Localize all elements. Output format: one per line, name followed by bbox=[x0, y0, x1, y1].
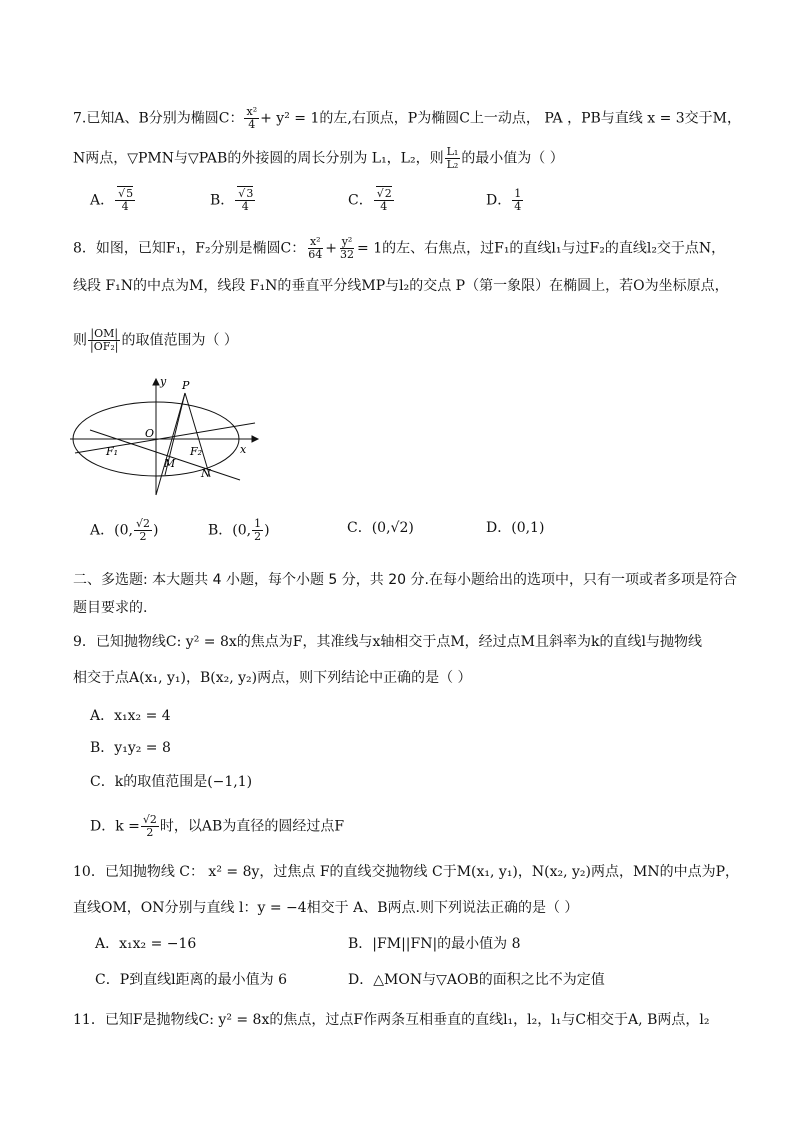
q8-option-b[interactable]: B．(0, $\frac{1}{2}$ ) bbox=[208, 517, 270, 543]
q8-line1: 8．如图，已知F₁，F₂分别是椭圆C： $\frac{\text{x²}}{64}$ + $\frac{\text{y²}}{32}$ = 1的左、右焦点，过F₁的直线l₁与过F₂的直线l₂交于点N， bbox=[73, 235, 726, 261]
q10-option-c[interactable]: C．P到直线l距离的最小值为 6 bbox=[95, 972, 287, 988]
y-axis-arrow bbox=[153, 379, 159, 385]
section2-title: 二、多选题: 本大题共 4 小题，每个小题 5 分，共 20 分.在每小题给出的选项中，只有一项或者多项是符合 bbox=[73, 572, 737, 588]
q10-line2: 直线OM，ON分别与直线 l：y = −4相交于 A、B两点.则下列说法正确的是（ ） bbox=[73, 900, 579, 916]
q7-option-d[interactable]: D． $\frac{1}{4}$ bbox=[486, 187, 522, 213]
q7-ratio-fraction: $\frac{\text{L₁}}{\text{L₂}}$ bbox=[446, 145, 459, 171]
q7-number: 7. bbox=[73, 110, 87, 127]
q9-line2: 相交于点A(x₁, y₁)，B(x₂, y₂)两点，则下列结论中正确的是（ ） bbox=[73, 670, 472, 686]
label-f2: F₂ bbox=[190, 445, 203, 458]
q11-line1: 11．已知F是抛物线C: y² = 8x的焦点，过点F作两条互相垂直的直线l₁，l₂，l₁与C相交于A, B两点，l₂ bbox=[73, 1012, 710, 1028]
q8-line3: 则 $\frac{|OM|}{\text{|OF₂|}}$ 的取值范围为（ ） bbox=[73, 327, 238, 353]
q8-ellipse-figure bbox=[70, 375, 260, 500]
section2-title-cont: 题目要求的. bbox=[73, 600, 148, 616]
q7-text-b: + y² = 1的左,右顶点，P为椭圆C上一动点， PA ，PB与直线 x = 3交于M， bbox=[260, 110, 742, 127]
q10-option-b[interactable]: B．|FM||FN|的最小值为 8 bbox=[348, 936, 521, 952]
q7-option-b[interactable]: B． √ $\frac{3}{4}$ bbox=[210, 188, 256, 213]
q8-option-c[interactable]: C．(0,√2) bbox=[347, 520, 414, 536]
q8-text-a: 8．如图，已知F₁，F₂分别是椭圆C： bbox=[73, 240, 306, 257]
q8-line2: 线段 F₁N的中点为M，线段 F₁N的垂直平分线MP与l₂的交点 P（第一象限）在椭圆上，若O为坐标原点， bbox=[73, 278, 729, 294]
label-f1: F₁ bbox=[106, 445, 119, 458]
q10-line1: 10．已知抛物线 C： x² = 8y，过焦点 F的直线交抛物线 C于M(x₁, y₁)，N(x₂, y₂)两点，MN的中点为P， bbox=[73, 864, 740, 880]
q7-option-c[interactable]: C． √ $\frac{2}{4}$ bbox=[348, 188, 395, 213]
x-axis-arrow bbox=[252, 436, 258, 442]
q10-option-d[interactable]: D．△MON与▽AOB的面积之比不为定值 bbox=[348, 972, 605, 988]
label-p: P bbox=[182, 379, 190, 392]
q8-ratio: $\frac{|OM|}{\text{|OF₂|}}$ bbox=[90, 327, 119, 353]
label-m: M bbox=[164, 457, 176, 470]
q7-text-c: N两点，▽PMN与▽PAB的外接圆的周长分别为 L₁，L₂，则 bbox=[73, 150, 444, 167]
q9-option-a[interactable]: A．x₁x₂ = 4 bbox=[90, 708, 171, 724]
label-o: O bbox=[145, 427, 155, 440]
line-l2 bbox=[156, 393, 185, 495]
q8-option-d[interactable]: D．(0,1) bbox=[486, 520, 545, 536]
q7-text-d: 的最小值为（ ） bbox=[461, 150, 564, 167]
label-y: y bbox=[160, 375, 167, 388]
q8-text-b: = 1的左、右焦点，过F₁的直线l₁与过F₂的直线l₂交于点N， bbox=[357, 240, 726, 257]
label-n: N bbox=[201, 467, 211, 480]
q7-ellipse-fraction: $\frac{\text{x²}}{4}$ bbox=[246, 105, 258, 131]
q9-line1: 9．已知抛物线C: y² = 8x的焦点为F，其准线与x轴相交于点M，经过点M且斜率为k的直线l与抛物线 bbox=[73, 634, 702, 650]
segment-pn bbox=[185, 393, 210, 477]
line-l1 bbox=[75, 423, 255, 453]
q7-line1 bbox=[73, 106, 754, 131]
q9-option-c[interactable]: C．k的取值范围是(−1,1) bbox=[90, 774, 253, 790]
q10-option-a[interactable]: A．x₁x₂ = −16 bbox=[95, 936, 197, 952]
q9-option-b[interactable]: B．y₁y₂ = 8 bbox=[90, 740, 171, 756]
q8-option-a[interactable]: A．(0, $\frac{√2}{2}$ ) bbox=[90, 517, 159, 543]
q7-text-a: 已知A、B分别为椭圆C： bbox=[86, 110, 244, 127]
q9-option-d[interactable]: D．k = $\frac{√2}{2}$ 时，以AB为直径的圆经过点F bbox=[90, 813, 345, 839]
label-x: x bbox=[240, 443, 247, 456]
q7-line2 bbox=[73, 146, 754, 171]
q7-option-a[interactable]: A． √ $\frac{5}{4}$ bbox=[90, 188, 136, 213]
